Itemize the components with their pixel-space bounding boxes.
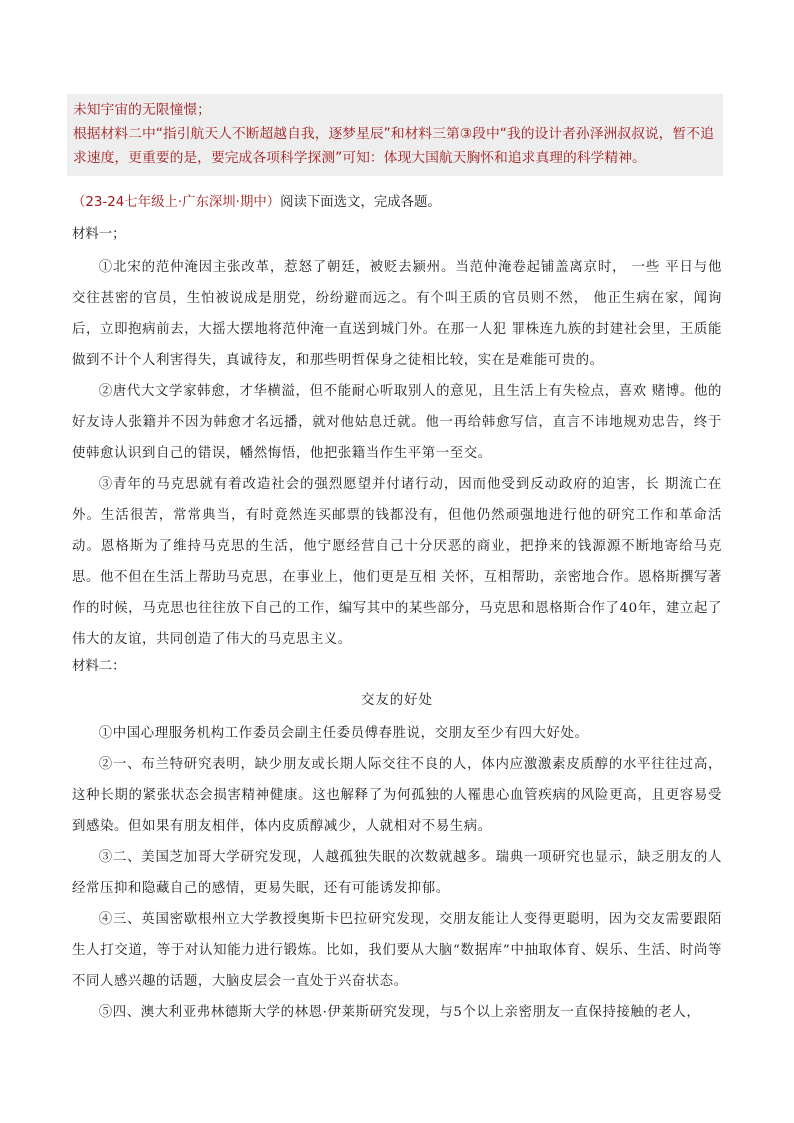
material-2-paragraph-3: ③二、美国芝加哥大学研究发现，人越孤独失眠的次数就越多。瑞典一项研究也显示，缺乏朋友的人经常压抑和隐藏自己的感情，更易失眠，还有可能诱发抑郁。 xyxy=(72,850,722,896)
material-1-label: 材料一； xyxy=(72,227,126,242)
material-2-body xyxy=(72,718,722,1028)
material-1-paragraph-2: ②唐代大文学家韩愈，才华横溢，但不能耐心听取别人的意见，且生活上有失检点，喜欢 赌博。他的好友诗人张籍并不因为韩愈才名远播，就对他姑息迁就。他一再给韩愈写信，直言不讳地规劝忠告，终于使韩愈认识到自己的错误，幡然悔悟，他把张籍当作生平第一至交。 xyxy=(72,384,722,461)
material-2-paragraph-1: ①中国心理服务机构工作委员会副主任委员傅春胜说，交朋友至少有四大好处。 xyxy=(98,726,589,741)
answer-line-2: 根据材料二中“指引航天人不断超越自我，逐梦星辰”和材料三第③段中“我的设计者孙泽洲叔叔说，暂不追求速度，更重要的是，要完成各项科学探测”可知：体现大国航天胸怀和追求真理的科学精神。 xyxy=(73,126,714,166)
material-2-paragraph-4: ④三、英国密歇根州立大学教授奥斯卡巴拉研究发现，交朋友能让人变得更聪明，因为交友需要跟陌生人打交道，等于对认知能力进行锻炼。比如，我们要从大脑“数据库”中抽取体育、娱乐、生活、时尚等不同人感兴趣的话题，大脑皮层会一直处于兴奋状态。 xyxy=(72,912,722,989)
material-2-label: 材料二： xyxy=(72,659,126,674)
material-2-title: 交友的好处 xyxy=(361,693,433,708)
material-2-paragraph-2: ②一、布兰特研究表明，缺少朋友或长期人际交往不良的人，体内应激激素皮质醇的水平往往过高，这种长期的紧张状态会损害精神健康。这也解释了为何孤独的人罹患心血管疾病的风险更高，且更容易受到感染。但如果有朋友相伴，体内皮质醇减少，人就相对不易生病。 xyxy=(72,757,722,834)
material-1-paragraph-3: ③青年的马克思就有着改造社会的强烈愿望并付诸行动，因而他受到反动政府的迫害，长 期流亡在外。生活很苦，常常典当，有时竟然连买邮票的钱都没有，但他仍然顽强地进行他的研究工作和革命活动。恩格斯为了维持马克思的生活，他宁愿经营自己十分厌恶的商业，把挣来的钱源源不断地寄给马克思。他不但在生活上帮助马克思，在事业上，他们更是互相 关怀，互相帮助，亲密地合作。恩格斯撰写著作的时候，马克思也往往放下自己的工作，编写其中的某些部分，马克思和恩格斯合作了40年，建立起了伟大的友谊，共同创造了伟大的马克思主义。 xyxy=(72,477,722,647)
question-source-line xyxy=(72,192,722,214)
question-instruction: 阅读下面选文，完成各题。 xyxy=(280,195,441,210)
material-2-paragraph-5: ⑤四、澳大利亚弗林德斯大学的林恩·伊莱斯研究发现，与5个以上亲密朋友一直保持接触的老人， xyxy=(98,1005,701,1020)
material-1-body xyxy=(72,252,722,655)
material-1-paragraph-1: ①北宋的范仲淹因主张改革，惹怒了朝廷，被贬去颍州。当范仲淹卷起铺盖离京时， 一些 平日与他交往甚密的官员，生怕被说成是朋党，纷纷避而远之。有个叫王质的官员则不然， 他正生病在家，闻询后，立即抱病前去，大摇大摆地将范仲淹一直送到城门外。在那一人犯 罪株连九族的封建社会里，王质能做到不计个人利害得失，真诚待友，和那些明哲保身之徒相比较，实在是难能可贵的。 xyxy=(72,260,722,368)
answer-line-1: 未知宇宙的无限憧憬； xyxy=(73,102,211,118)
answer-box xyxy=(67,94,723,176)
source-tag: （23-24七年级上·广东深圳·期中） xyxy=(72,195,281,210)
